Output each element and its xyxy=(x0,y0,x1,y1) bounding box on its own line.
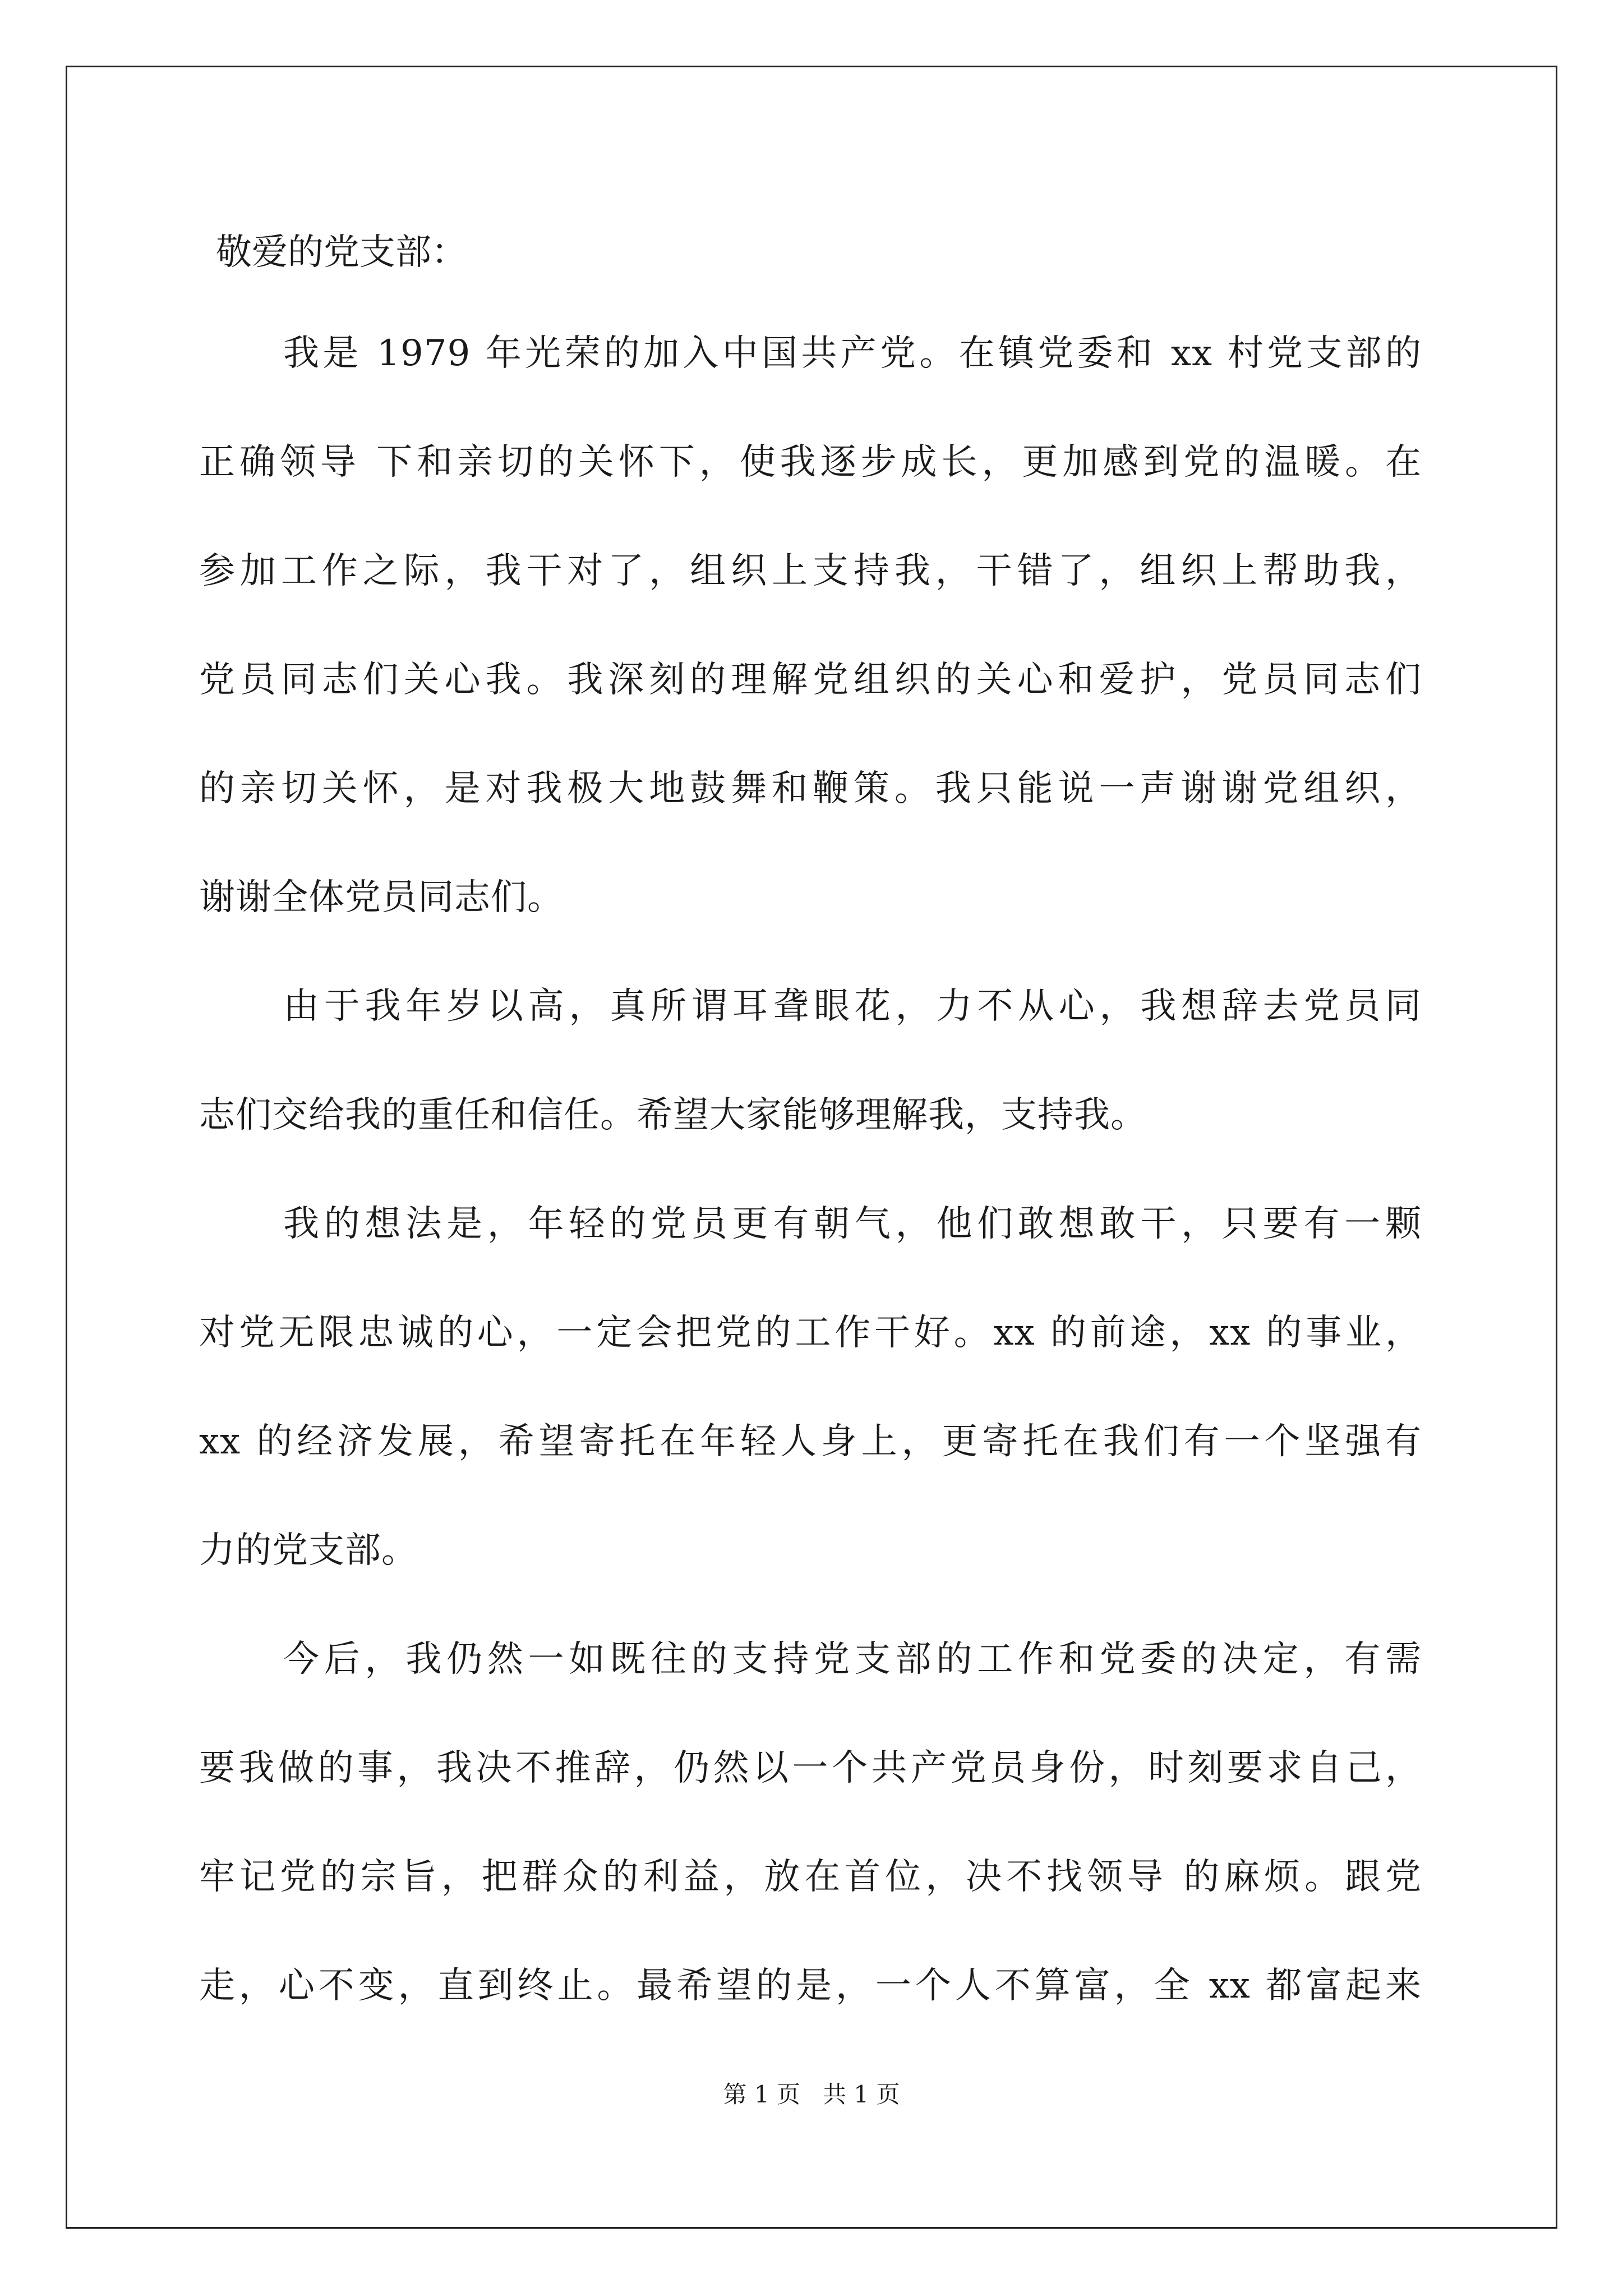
paragraph-line: xx 的经济发展，希望寄托在年轻人身上，更寄托在我们有一个坚强有 xyxy=(199,1421,1422,1462)
paragraph-line: 走，心不变，直到终止。最希望的是，一个人不算富，全 xx 都富起来 xyxy=(199,1965,1422,2007)
paragraph-line: 牢记党的宗旨，把群众的利益，放在首位，决不找领导 的麻烦。跟党 xyxy=(199,1856,1422,1898)
paragraph-line: 我的想法是，年轻的党员更有朝气，他们敢想敢干，只要有一颗 xyxy=(283,1203,1422,1245)
paragraph-line: 党员同志们关心我。我深刻的理解党组织的关心和爱护，党员同志们 xyxy=(199,659,1422,701)
page-number-footer: 第 1 页 共 1 页 xyxy=(723,2081,900,2108)
paragraph-line: 由于我年岁以高，真所谓耳聋眼花，力不从心，我想辞去党员同 xyxy=(283,986,1422,1027)
paragraph-line: 我是 1979 年光荣的加入中国共产党。在镇党委和 xx 村党支部的 xyxy=(283,333,1422,374)
paragraph-line: 对党无限忠诚的心，一定会把党的工作干好。xx 的前途，xx 的事业， xyxy=(199,1312,1422,1354)
paragraph-line: 今后，我仍然一如既往的支持党支部的工作和党委的决定，有需 xyxy=(283,1639,1422,1680)
salutation: 敬爱的党支部： xyxy=(216,232,467,273)
paragraph-line: 志们交给我的重任和信任。希望大家能够理解我，支持我。 xyxy=(199,1094,1147,1136)
paragraph-line: 的亲切关怀，是对我极大地鼓舞和鞭策。我只能说一声谢谢党组织， xyxy=(199,768,1422,809)
paragraph-line: 参加工作之际，我干对了，组织上支持我，干错了，组织上帮助我， xyxy=(199,550,1422,592)
paragraph-line: 正确领导 下和亲切的关怀下，使我逐步成长，更加感到党的温暖。在 xyxy=(199,441,1422,483)
paragraph-line: 要我做的事，我决不推辞，仍然以一个共产党员身份，时刻要求自己， xyxy=(199,1747,1422,1789)
paragraph-line: 力的党支部。 xyxy=(199,1530,418,1571)
paragraph-line: 谢谢全体党员同志们。 xyxy=(199,877,564,918)
